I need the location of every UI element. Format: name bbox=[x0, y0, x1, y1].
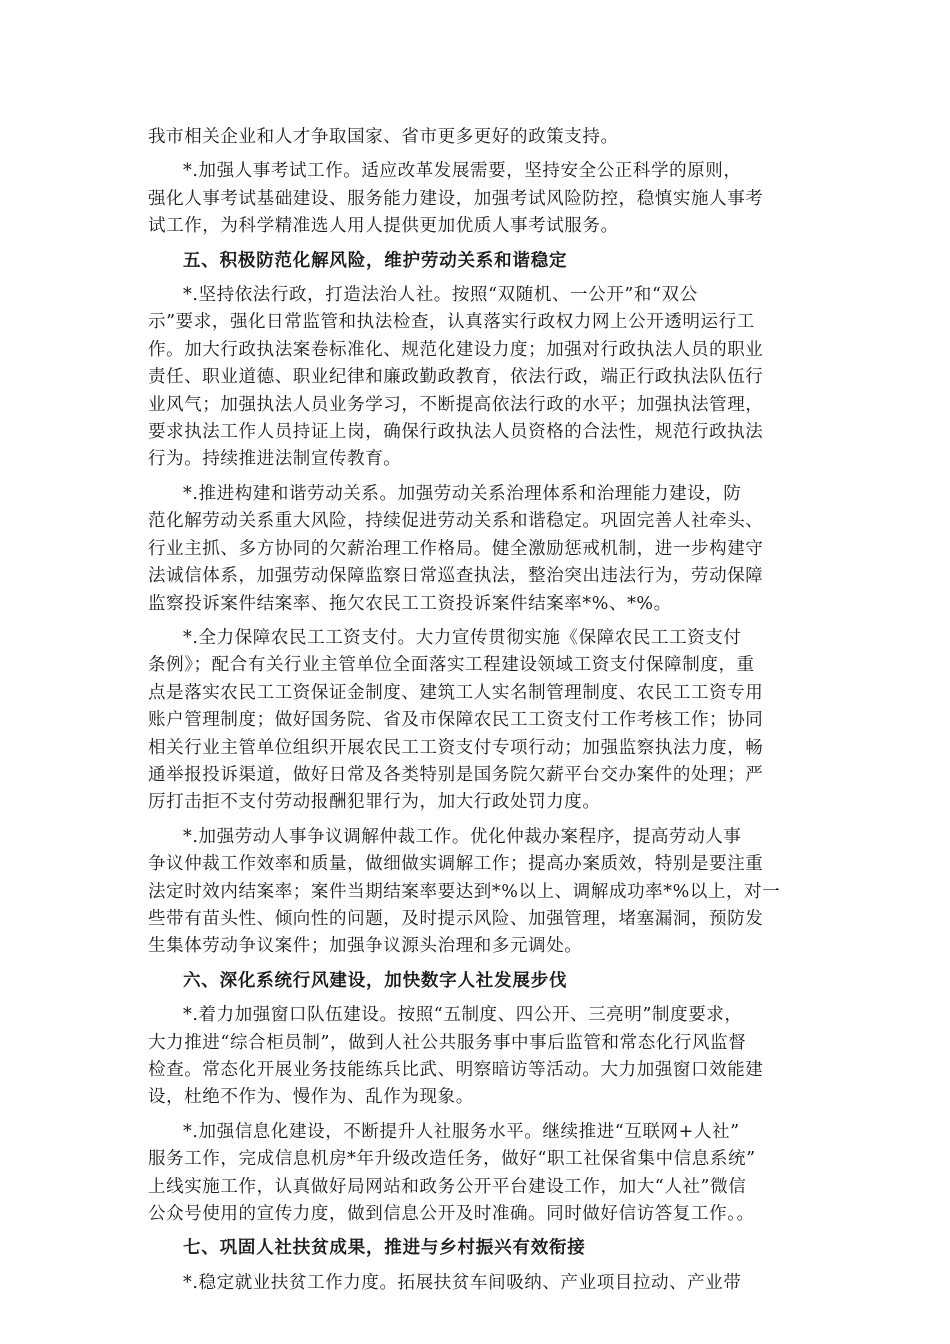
paragraph bbox=[148, 158, 808, 240]
text-line: 争议仲裁工作效率和质量，做细做实调解工作；提高办案质效，特别是要注重 bbox=[148, 854, 764, 875]
paragraph bbox=[148, 124, 808, 151]
text-line: 服务工作，完成信息机房*年升级改造任务，做好“职工社保省集中信息系统” bbox=[148, 1149, 756, 1170]
paragraph bbox=[148, 481, 808, 618]
text-line: 范化解劳动关系重大风险，持续促进劳动关系和谐稳定。巩固完善人社牵头、 bbox=[148, 511, 764, 532]
document-page bbox=[148, 124, 808, 1304]
text-line: 设，杜绝不作为、慢作为、乱作为现象。 bbox=[148, 1087, 474, 1108]
paragraph bbox=[148, 625, 808, 817]
paragraph bbox=[148, 1270, 808, 1297]
text-line: *.坚持依法行政，打造法治人社。按照“双随机、一公开”和“双公 bbox=[183, 285, 698, 306]
text-line: *.着力加强窗口队伍建设。按照“五制度、四公开、三亮明”制度要求， bbox=[183, 1005, 743, 1026]
paragraph bbox=[148, 1002, 808, 1112]
text-line: 点是落实农民工工资保证金制度、建筑工人实名制管理制度、农民工工资专用 bbox=[148, 682, 764, 703]
text-line: 责任、职业道德、职业纪律和廉政勤政教育，依法行政，端正行政执法队伍行 bbox=[148, 367, 764, 388]
text-line: 我市相关企业和人才争取国家、省市更多更好的政策支持。 bbox=[148, 127, 619, 147]
section-heading: 五、积极防范化解风险，维护劳动关系和谐稳定 bbox=[183, 250, 568, 271]
paragraph bbox=[148, 1119, 808, 1229]
text-line: 业风气；加强执法人员业务学习，不断提高依法行政的水平；加强执法管理， bbox=[148, 394, 764, 415]
text-line: 法定时效内结案率；案件当期结案率要达到*%以上、调解成功率*%以上，对一 bbox=[148, 881, 781, 902]
text-line: 条例》；配合有关行业主管单位全面落实工程建设领域工资支付保障制度，重 bbox=[148, 655, 755, 676]
text-line: 法诚信体系，加强劳动保障监察日常巡查执法，整治突出违法行为，劳动保障 bbox=[148, 566, 764, 587]
text-line: 上线实施工作，认真做好局网站和政务公开平台建设工作，加大“人社”微信 bbox=[148, 1176, 747, 1197]
text-line: 试工作，为科学精准选人用人提供更加优质人事考试服务。 bbox=[148, 216, 619, 237]
section-heading: 七、巩固人社扶贫成果，推进与乡村振兴有效衔接 bbox=[183, 1238, 586, 1259]
text-line: 要求执法工作人员持证上岗，确保行政执法人员资格的合法性，规范行政执法 bbox=[148, 422, 764, 443]
text-line: 作。加大行政执法案卷标准化、规范化建设力度；加强对行政执法人员的职业 bbox=[148, 339, 764, 360]
text-line: *.加强劳动人事争议调解仲裁工作。优化仲裁办案程序，提高劳动人事 bbox=[183, 826, 742, 847]
text-line: 大力推进“综合柜员制”，做到人社公共服务事中事后监管和常态化行风监督 bbox=[148, 1032, 747, 1053]
text-line: 生集体劳动争议案件；加强争议源头治理和多元调处。 bbox=[148, 936, 583, 957]
text-line: 相关行业主管单位组织开展农民工工资支付专项行动；加强监察执法力度，畅 bbox=[148, 737, 764, 758]
text-line: 厉打击拒不支付劳动报酬犯罪行为，加大行政处罚力度。 bbox=[148, 792, 601, 813]
text-line: *.加强信息化建设，不断提升人社服务水平。继续推进“互联网+人社” bbox=[183, 1121, 740, 1142]
text-line: 行业主抓、多方协同的欠薪治理工作格局。健全激励惩戒机制，进一步构建守 bbox=[148, 538, 764, 559]
text-line: 行为。持续推进法制宣传教育。 bbox=[148, 449, 402, 470]
text-line: *.加强人事考试工作。适应改革发展需要，坚持安全公正科学的原则， bbox=[183, 161, 742, 182]
text-line: *.全力保障农民工工资支付。大力宣传贯彻实施《保障农民工工资支付 bbox=[183, 627, 742, 648]
paragraph bbox=[148, 824, 808, 961]
text-line: 检查。常态化开展业务技能练兵比武、明察暗访等活动。大力加强窗口效能建 bbox=[148, 1060, 764, 1080]
text-line: *.稳定就业扶贫工作力度。拓展扶贫车间吸纳、产业项目拉动、产业带 bbox=[183, 1272, 742, 1293]
text-line: 通举报投诉渠道，做好日常及各类特别是国务院欠薪平台交办案件的处理；严 bbox=[148, 764, 764, 785]
text-line: 示”要求，强化日常监管和执法检查，认真落实行政权力网上公开透明运行工 bbox=[148, 312, 755, 333]
text-line: 些带有苗头性、倾向性的问题，及时提示风险、加强管理，堵塞漏洞，预防发 bbox=[148, 908, 764, 929]
text-line: 强化人事考试基础建设、服务能力建设，加强考试风险防控，稳慎实施人事考 bbox=[148, 188, 764, 209]
section-heading: 六、深化系统行风建设，加快数字人社发展步伐 bbox=[183, 970, 568, 991]
text-line: *.推进构建和谐劳动关系。加强劳动关系治理体系和治理能力建设，防 bbox=[183, 483, 742, 504]
text-line: 监察投诉案件结案率、拖欠农民工工资投诉案件结案率*%、*%。 bbox=[148, 593, 672, 614]
text-line: 公众号使用的宣传力度，做到信息公开及时准确。同时做好信访答复工作。。 bbox=[148, 1204, 755, 1225]
text-line: 账户管理制度；做好国务院、省及市保障农民工工资支付工作考核工作；协同 bbox=[148, 710, 764, 731]
paragraph bbox=[148, 282, 808, 474]
